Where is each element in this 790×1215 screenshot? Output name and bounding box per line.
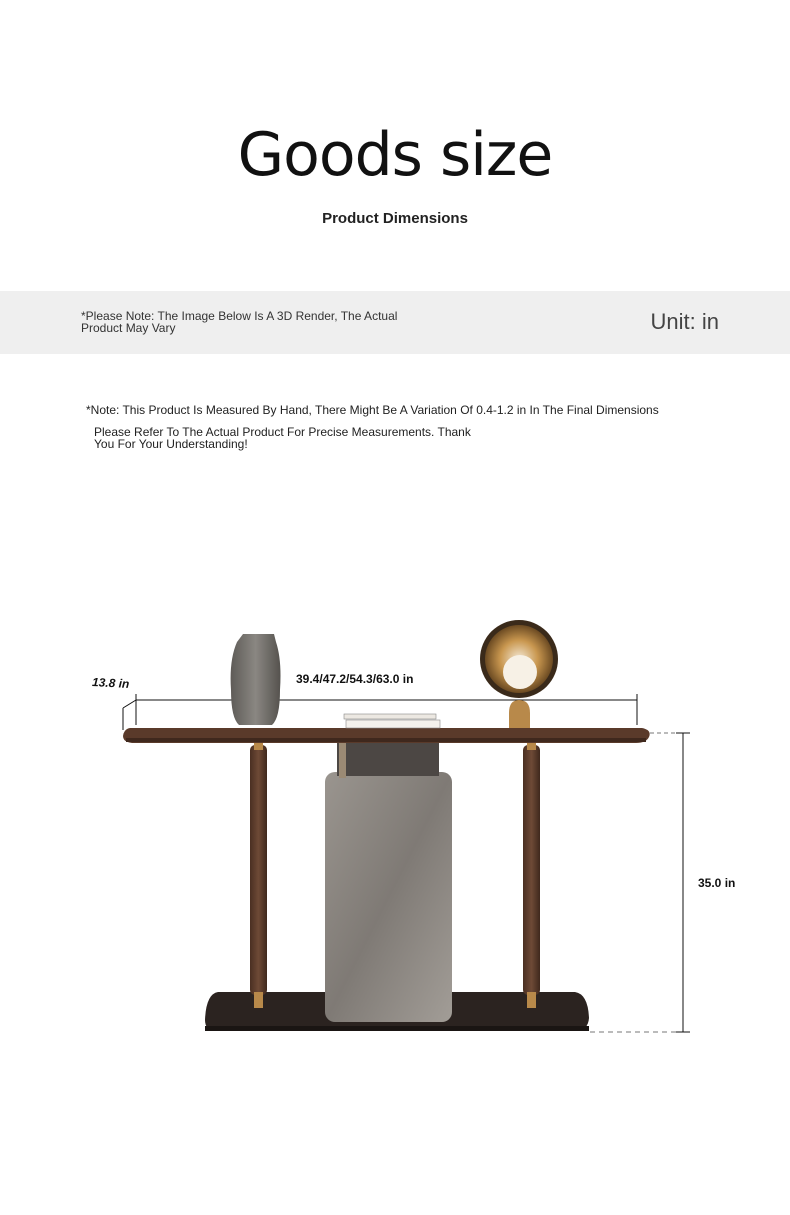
- decor-books: [344, 714, 440, 728]
- width-dimension-label: 39.4/47.2/54.3/63.0 in: [296, 672, 414, 686]
- left-leg: [250, 745, 267, 995]
- height-dimension-label: 35.0 in: [698, 876, 736, 890]
- stone-pedestal: [325, 772, 452, 1022]
- measurement-note: *Note: This Product Is Measured By Hand, There Might Be A Variation Of 0.4-1.2 in In The Final Dimensions: [86, 403, 659, 417]
- decor-lamp: [480, 620, 558, 728]
- render-note: *Please Note: The Image Below Is A 3D Render, The Actual Product May Vary: [81, 309, 398, 335]
- depth-dimension-label: 13.8 in: [91, 675, 130, 691]
- console-table-illustration: [0, 600, 790, 1060]
- decor-vase: [231, 634, 281, 725]
- reference-note: Please Refer To The Actual Product For Precise Measurements. Thank You For Your Understanding!: [94, 425, 471, 451]
- page-subtitle: Product Dimensions: [322, 210, 468, 227]
- unit-label: Unit: in: [650, 309, 719, 334]
- height-dimension-line: [590, 733, 690, 1032]
- info-band: [0, 291, 790, 354]
- right-leg: [523, 745, 540, 995]
- page-title: Goods size: [237, 120, 553, 190]
